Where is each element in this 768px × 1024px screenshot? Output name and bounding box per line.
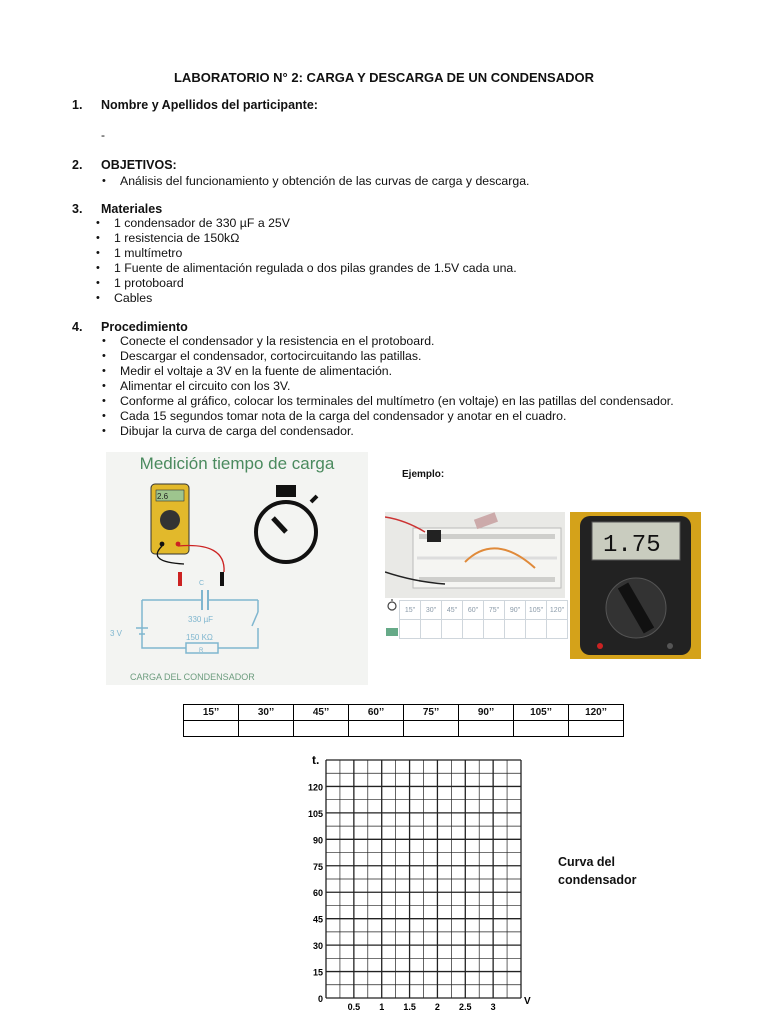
multimeter-photo: [570, 512, 701, 659]
value-cell[interactable]: [239, 721, 294, 737]
page-title: LABORATORIO N° 2: CARGA Y DESCARGA DE UN CONDENSADOR: [173, 70, 595, 85]
multimeter-icon: [386, 628, 398, 636]
x-tick-label: 1.5: [403, 1002, 416, 1012]
list-item: • Dibujar la curva de carga del condensador.: [100, 424, 674, 439]
y-tick-label: 30: [312, 941, 323, 952]
section-number: 3.: [72, 202, 83, 216]
section-number: 4.: [72, 320, 83, 334]
figure-footer: CARGA DEL CONDENSADOR: [130, 672, 255, 682]
header-cell: 75’’: [404, 705, 459, 721]
header-cell: 120’’: [569, 705, 624, 721]
section-number: 1.: [72, 98, 83, 112]
mini-header-cell: 75": [484, 601, 505, 620]
example-readings-table: [385, 598, 569, 644]
list-item: • Cables: [94, 291, 517, 306]
list-item: • Cada 15 segundos tomar nota de la carga del condensador y anotar en el cuadro.: [100, 409, 674, 424]
x-tick-label: 2: [434, 1002, 440, 1012]
breadboard-photo: [385, 512, 565, 598]
mini-header-cell: 45": [442, 601, 463, 620]
curve-label: [558, 853, 637, 889]
mini-header-cell: 15": [400, 601, 421, 620]
resistor-letter: R: [199, 648, 204, 654]
charge-measurement-figure: [106, 452, 368, 685]
y-tick-label: 90: [312, 835, 323, 846]
value-cell[interactable]: [294, 721, 349, 737]
list-item: • 1 protoboard: [94, 276, 517, 291]
y-tick-label: 45: [312, 914, 323, 925]
value-cell[interactable]: [184, 721, 239, 737]
list-item: • 1 Fuente de alimentación regulada o dos pilas grandes de 1.5V cada una.: [94, 261, 517, 276]
example-label: Ejemplo:: [402, 469, 445, 480]
header-cell: 90’’: [459, 705, 514, 721]
multimeter-reading: 1.75: [603, 532, 661, 559]
stopwatch-icon: [256, 487, 317, 562]
value-cell[interactable]: [349, 721, 404, 737]
x-tick-label: 3: [490, 1002, 496, 1012]
list-item: • Conforme al gráfico, colocar los terminales del multímetro (en voltaje) en las patillas del condensador.: [100, 394, 674, 409]
list-item: • 1 condensador de 330 µF a 25V: [94, 216, 517, 231]
header-cell: 105’’: [514, 705, 569, 721]
section-heading: Procedimiento: [101, 320, 188, 334]
mini-header-cell: 90": [505, 601, 526, 620]
mini-header-cell: 120": [547, 601, 568, 620]
participant-blank: -: [101, 128, 105, 142]
y-axis-label: t.: [312, 753, 320, 767]
mini-header-cell: 30": [421, 601, 442, 620]
multimeter-reading: 2.6: [157, 492, 169, 501]
x-tick-label: 0.5: [347, 1002, 361, 1012]
value-cell[interactable]: [459, 721, 514, 737]
section-heading: Nombre y Apellidos del participante:: [101, 98, 318, 112]
value-cell[interactable]: [569, 721, 624, 737]
curve-label-line: Curva del: [558, 855, 615, 869]
objectives-list: [100, 174, 529, 189]
multimeter-illustration: [570, 512, 701, 659]
stopwatch-icon: [388, 599, 396, 610]
x-axis-label: V: [524, 996, 531, 1007]
y-tick-label: 120: [307, 782, 323, 793]
x-tick-label: 2.5: [459, 1002, 472, 1012]
value-cell[interactable]: [514, 721, 569, 737]
materials-list: [94, 216, 517, 306]
resistor-value: 150 KΩ: [186, 633, 213, 642]
header-cell: 45’’: [294, 705, 349, 721]
y-tick-label: 0: [317, 994, 323, 1004]
battery-voltage: 3 V: [110, 629, 123, 638]
readings-table: [183, 704, 624, 737]
header-cell: 30’’: [239, 705, 294, 721]
capacitor-value: 330 µF: [188, 615, 214, 624]
list-item: • Análisis del funcionamiento y obtención de las curvas de carga y descarga.: [100, 174, 529, 189]
y-tick-label: 60: [312, 888, 323, 899]
curve-label-line: condensador: [558, 873, 637, 887]
y-tick-label: 75: [312, 861, 323, 872]
section-heading: OBJETIVOS:: [101, 158, 177, 172]
breadboard-illustration: [385, 512, 565, 598]
circuit-illustration: [106, 452, 368, 685]
list-item: • Descargar el condensador, cortocircuitando las patillas.: [100, 349, 674, 364]
list-item: • Alimentar el circuito con los 3V.: [100, 379, 674, 394]
header-cell: 60’’: [349, 705, 404, 721]
y-tick-label: 105: [307, 808, 323, 819]
figure-title: Medición tiempo de carga: [139, 454, 335, 473]
table-row: [184, 721, 624, 737]
mini-header-cell: 60": [463, 601, 484, 620]
list-item: • 1 resistencia de 150kΩ: [94, 231, 517, 246]
section-heading: Materiales: [101, 202, 163, 216]
procedure-list: [100, 334, 674, 439]
value-cell[interactable]: [404, 721, 459, 737]
mini-header-cell: 105": [526, 601, 547, 620]
header-cell: 15’’: [184, 705, 239, 721]
table-row: [184, 705, 624, 721]
list-item: • Conecte el condensador y la resistencia en el protoboard.: [100, 334, 674, 349]
graph-paper: [300, 752, 540, 1014]
capacitor-letter: C: [199, 580, 205, 587]
x-tick-label: 1: [379, 1002, 385, 1012]
y-tick-label: 15: [312, 967, 323, 978]
list-item: • Medir el voltaje a 3V en la fuente de alimentación.: [100, 364, 674, 379]
list-item: • 1 multímetro: [94, 246, 517, 261]
section-number: 2.: [72, 158, 83, 172]
